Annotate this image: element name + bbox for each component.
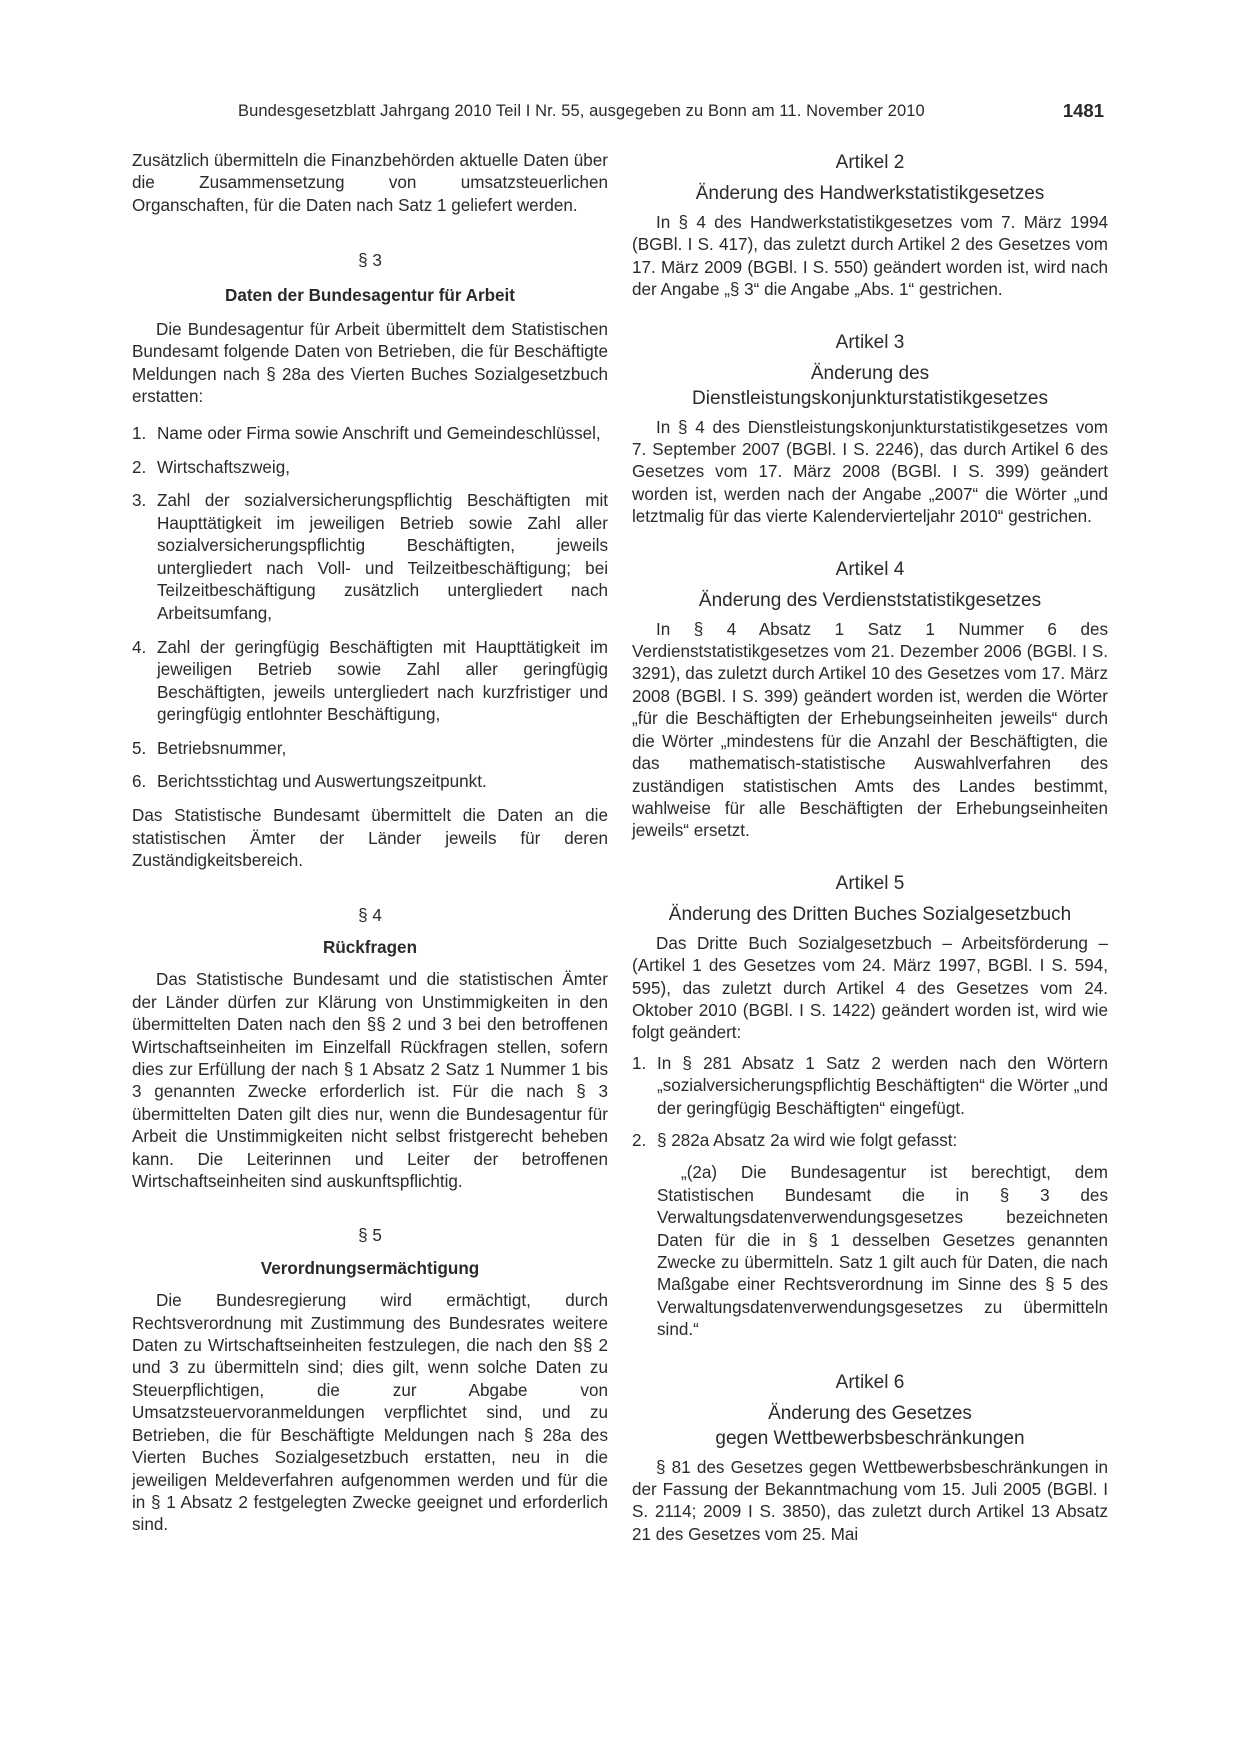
article-3-title-line2: Dienstleistungskonjunkturstatistikgesetzes <box>692 387 1048 409</box>
section-5-title: Verordnungsermächtigung <box>260 1258 480 1278</box>
list-item <box>632 1053 1108 1120</box>
section-4-text: Das Statistische Bundesamt und die statistischen Ämter der Länder dürfen zur Klärung von Unstimmigkeiten in den übermittelten Daten nach den §§ 2 und 3 bei den betroffenen Wirtschaftseinheiten im Einzelfall Rückfragen stellen, sofern dies zur Erfüllung der nach § 1 Absatz 2 Satz 1 Nummer 1 bis 3 genannten Zwecke erforderlich ist. Für die nach § 3 übermittelten Daten gilt dies nur, wenn die Bundesagentur für Arbeit die Unstimmigkeiten nicht selbst fristgerecht beheben kann. Die Leiterinnen und Leiter der betroffenen Wirtschaftseinheiten sind auskunftspflichtig. <box>132 970 608 1192</box>
list-item-number: 4. <box>132 637 147 657</box>
list-item-number: 1. <box>132 423 147 443</box>
section-3-list <box>132 423 608 794</box>
section-3-title: Daten der Bundesagentur für Arbeit <box>225 285 515 305</box>
list-item-text: Wirtschaftszweig, <box>157 458 290 478</box>
list-item <box>132 738 608 760</box>
article-5-text: Das Dritte Buch Sozialgesetzbuch – Arbeitsförderung – (Artikel 1 des Gesetzes vom 24. März 1997, BGBl. I S. 594, 595), das zuletzt durch Artikel 4 des Gesetzes vom 24. Oktober 2010 (BGBl. I S. 1422) geändert worden ist, wird wie folgt geändert: <box>632 933 1108 1043</box>
list-item-number: 5. <box>132 738 147 758</box>
article-5-label: Artikel 5 <box>835 872 905 894</box>
list-item-text: In § 281 Absatz 1 Satz 2 werden nach den Wörtern „sozialversicherungspflichtig Beschäftigten“ die Wörter „und der geringfügig Beschäftigten“ eingefügt. <box>657 1053 1108 1118</box>
article-5-list <box>632 1053 1108 1153</box>
section-3-intro: Die Bundesagentur für Arbeit übermittelt dem Statistischen Bundesamt folgende Daten von Betrieben, die für Beschäftigte Meldungen nach § 28a des Vierten Buches Sozialgesetzbuch erstatten: <box>132 320 608 407</box>
section-5-number: § 5 <box>358 1226 382 1246</box>
list-item-text: Zahl der geringfügig Beschäftigten mit Haupttätigkeit im jeweiligen Betrieb sowie Zahl aller geringfügig Beschäftigten, jeweils untergliedert nach kurzfristiger und geringfügig entlohnter Beschäftigung, <box>157 637 608 725</box>
article-3-title-line1: Änderung des <box>810 362 930 384</box>
header-line: Bundesgesetzblatt Jahrgang 2010 Teil I Nr. 55, ausgegeben zu Bonn am 11. November 2010 <box>238 102 925 120</box>
list-item <box>632 1130 1108 1152</box>
list-item-text: Berichtsstichtag und Auswertungszeitpunkt. <box>157 771 487 791</box>
article-2-text: In § 4 des Handwerkstatistikgesetzes vom 7. März 1994 (BGBl. I S. 417), das zuletzt durch Artikel 2 des Gesetzes vom 17. März 2009 (BGBl. I S. 550) geändert worden ist, wird nach der Angabe „§ 3“ die Angabe „Abs. 1“ gestrichen. <box>632 213 1108 300</box>
list-item-number: 6. <box>132 771 147 791</box>
article-3-label: Artikel 3 <box>835 331 905 353</box>
intro-paragraph: Zusätzlich übermitteln die Finanzbehörden aktuelle Daten über die Zusammensetzung von umsatzsteuerlichen Organschaften, für die Daten nach Satz 1 geliefert werden. <box>132 151 608 215</box>
article-6-title-line2: gegen Wettbewerbsbeschränkungen <box>715 1427 1025 1449</box>
article-6-text: § 81 des Gesetzes gegen Wettbewerbsbeschränkungen in der Fassung der Bekanntmachung vom 15. Juli 2005 (BGBl. I S. 2114; 2009 I S. 3850), das zuletzt durch Artikel 13 Absatz 21 des Gesetzes vom 25. Mai <box>632 1457 1108 1544</box>
list-item <box>132 423 608 445</box>
article-3-text: In § 4 des Dienstleistungskonjunkturstatistikgesetzes vom 7. September 2007 (BGBl. I S. 2246), das durch Artikel 6 des Gesetzes vom 17. März 2008 (BGBl. I S. 399) geändert worden ist, werden nach der Angabe „2007“ die Wörter „und letztmalig für das vierte Kalendervierteljahr 2010“ gestrichen. <box>632 417 1108 527</box>
section-4-title: Rückfragen <box>322 937 418 957</box>
article-4-title: Änderung des Verdienststatistikgesetzes <box>698 589 1042 611</box>
list-item <box>132 637 608 727</box>
article-6-label: Artikel 6 <box>835 1371 905 1393</box>
section-3-outro: Das Statistische Bundesamt übermittelt die Daten an die statistischen Ämter der Länder jeweils für deren Zuständigkeitsbereich. <box>132 806 608 871</box>
article-2-label: Artikel 2 <box>835 152 905 173</box>
article-6-title-line1: Änderung des Gesetzes <box>768 1402 972 1424</box>
article-2-title: Änderung des Handwerkstatistikgesetzes <box>695 183 1045 204</box>
list-item-number: 2. <box>632 1130 647 1150</box>
right-column <box>632 150 1108 1546</box>
page-number: 1481 <box>1062 100 1104 121</box>
article-4-label: Artikel 4 <box>835 558 905 580</box>
list-item-text: Name oder Firma sowie Anschrift und Gemeindeschlüssel, <box>157 423 601 443</box>
article-4-text: In § 4 Absatz 1 Satz 1 Nummer 6 des Verdienststatistikgesetzes vom 21. Dezember 2006 (BGBl. I S. 3291), das zuletzt durch Artikel 10 des Gesetzes vom 17. März 2008 (BGBl. I S. 399) geändert worden ist, werden die Wörter „für die Beschäftigten der Erhebungseinheiten jeweils“ durch die Wörter „mindestens für die Anzahl der Beschäftigten, die das mathematisch-statistische Auswahlverfahren des zuständigen statistischen Amts des Landes bestimmt, wahlweise für alle Beschäftigten der Erhebungseinheiten jeweils“ ersetzt. <box>632 619 1108 841</box>
list-item-text: Betriebsnummer, <box>157 738 287 758</box>
list-item-text: Zahl der sozialversicherungspflichtig Beschäftigten mit Haupttätigkeit im jeweiligen Betrieb sowie Zahl aller sozialversicherungspflichtig Beschäftigten, jeweils untergliedert nach Voll- und Teilzeitbeschäftigung; bei Teilzeitbeschäftigung zusätzlich untergliedert nach Arbeitsumfang, <box>157 491 608 623</box>
article-5-quote: „(2a) Die Bundesagentur ist berechtigt, dem Statistischen Bundesamt die in § 3 des Verwaltungsdatenverwendungsgesetzes bezeichneten Daten für die in § 1 desselben Gesetzes genannten Zwecke zu übermitteln. Satz 1 gilt auch für Daten, die nach Maßgabe einer Rechtsverordnung im Sinne des § 5 des Verwaltungsdatenverwendungsgesetzes zu übermitteln sind.“ <box>657 1163 1108 1340</box>
list-item-number: 1. <box>632 1053 647 1073</box>
section-3-number: § 3 <box>358 251 382 271</box>
list-item <box>132 457 608 479</box>
article-5-title: Änderung des Dritten Buches Sozialgesetzbuch <box>668 903 1072 925</box>
left-column <box>132 150 608 1537</box>
section-4-number: § 4 <box>358 905 382 925</box>
list-item <box>132 490 608 624</box>
list-item <box>132 771 608 793</box>
page-header <box>238 100 1104 126</box>
list-item-number: 2. <box>132 458 147 478</box>
section-5-text: Die Bundesregierung wird ermächtigt, durch Rechtsverordnung mit Zustimmung des Bundesrates weitere Daten zu Wirtschaftseinheiten festzulegen, die nach den §§ 2 und 3 zu übermitteln sind; dies gilt, wenn solche Daten zu Steuerpflichtigen, die zur Abgabe von Umsatzsteuervoranmeldungen verpflichtet sind, und zu Betrieben, die für Beschäftigte Meldungen nach § 28a des Vierten Buches Sozialgesetzbuch erstatten, neu in die jeweiligen Meldeverfahren aufgenommen werden und für die in § 1 Absatz 2 festgelegten Zwecke geeignet und erforderlich sind. <box>132 1291 608 1535</box>
list-item-text: § 282a Absatz 2a wird wie folgt gefasst: <box>657 1130 958 1150</box>
list-item-number: 3. <box>132 491 147 511</box>
